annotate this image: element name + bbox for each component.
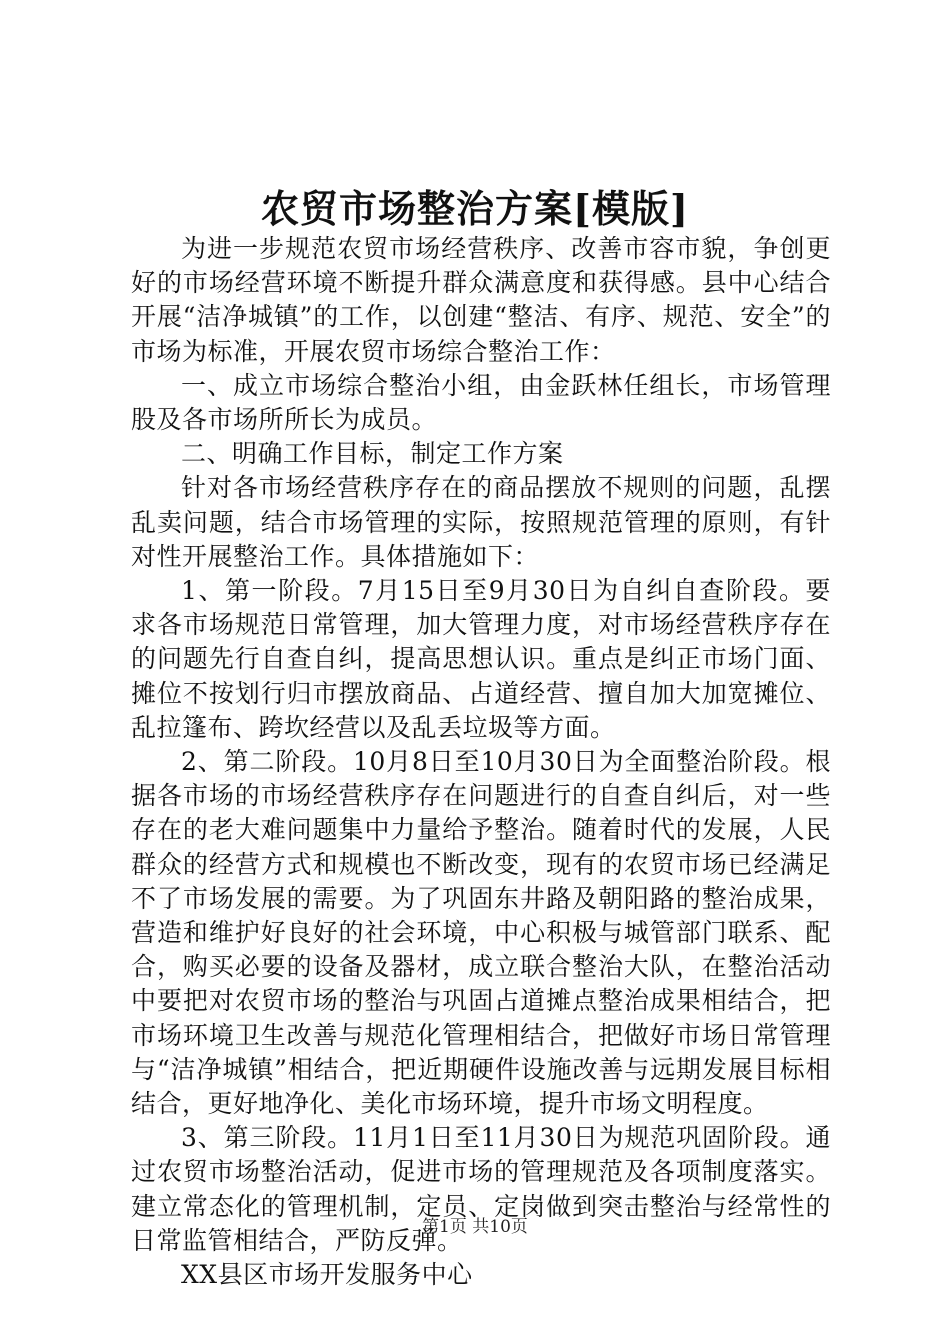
intro-paragraph: 为进一步规范农贸市场经营秩序、改善市容市貌，争创更好的市场经营环境不断提升群众满意度和获得感。县中心结合开展“洁净城镇”的工作，以创建“整洁、有序、规范、安全”的市场为标准，开展农贸市场综合整治工作： xyxy=(131,234,831,366)
document-body xyxy=(131,232,831,1292)
phase-two-paragraph: 2、第二阶段。10月8日至10月30日为全面整治阶段。根据各市场的市场经营秩序存在问题进行的自查自纠后，对一些存在的老大难问题集中力量给予整治。随着时代的发展，人民群众的经营方式和规模也不断改变，现有的农贸市场已经满足不了市场发展的需要。为了巩固东井路及朝阳路的整治成果，营造和维护好良好的社会环境，中心积极与城管部门联系、配合，购买必要的设备及器材，成立联合整治大队，在整治活动中要把对农贸市场的整治与巩固占道摊点整治成果相结合，把市场环境卫生改善与规范化管理相结合，把做好市场日常管理与“洁净城镇”相结合，把近期硬件设施改善与远期发展目标相结合，更好地净化、美化市场环境，提升市场文明程度。 xyxy=(131,747,831,1119)
section-two-heading: 二、明确工作目标，制定工作方案 xyxy=(181,439,564,469)
phase-three-paragraph: 3、第三阶段。11月1日至11月30日为规范巩固阶段。通过农贸市场整治活动，促进市场的管理规范及各项制度落实。建立常态化的管理机制，定员、定岗做到突击整治与经常性的日常监管相结合，严防反弹。 xyxy=(131,1123,831,1255)
page-number-footer: 第1页 共10页 xyxy=(422,1217,528,1237)
phase-one-paragraph: 1、第一阶段。7月15日至9月30日为自纠自查阶段。要求各市场规范日常管理，加大管理力度，对市场经营秩序存在的问题先行自查自纠，提高思想认识。重点是纠正市场门面、摊位不按划行归市摆放商品、占道经营、擅自加大加宽摊位、乱拉篷布、跨坎经营以及乱丢垃圾等方面。 xyxy=(131,576,831,742)
section-one-paragraph: 一、成立市场综合整治小组，由金跃林任组长，市场管理股及各市场所所长为成员。 xyxy=(131,370,831,435)
signature-line: XX县区市场开发服务中心 xyxy=(181,1260,473,1290)
measures-intro-paragraph: 针对各市场经营秩序存在的商品摆放不规则的问题，乱摆乱卖问题，结合市场管理的实际，按照规范管理的原则，有针对性开展整治工作。具体措施如下： xyxy=(131,473,831,571)
document-title: 农贸市场整治方案[模版] xyxy=(261,186,689,231)
